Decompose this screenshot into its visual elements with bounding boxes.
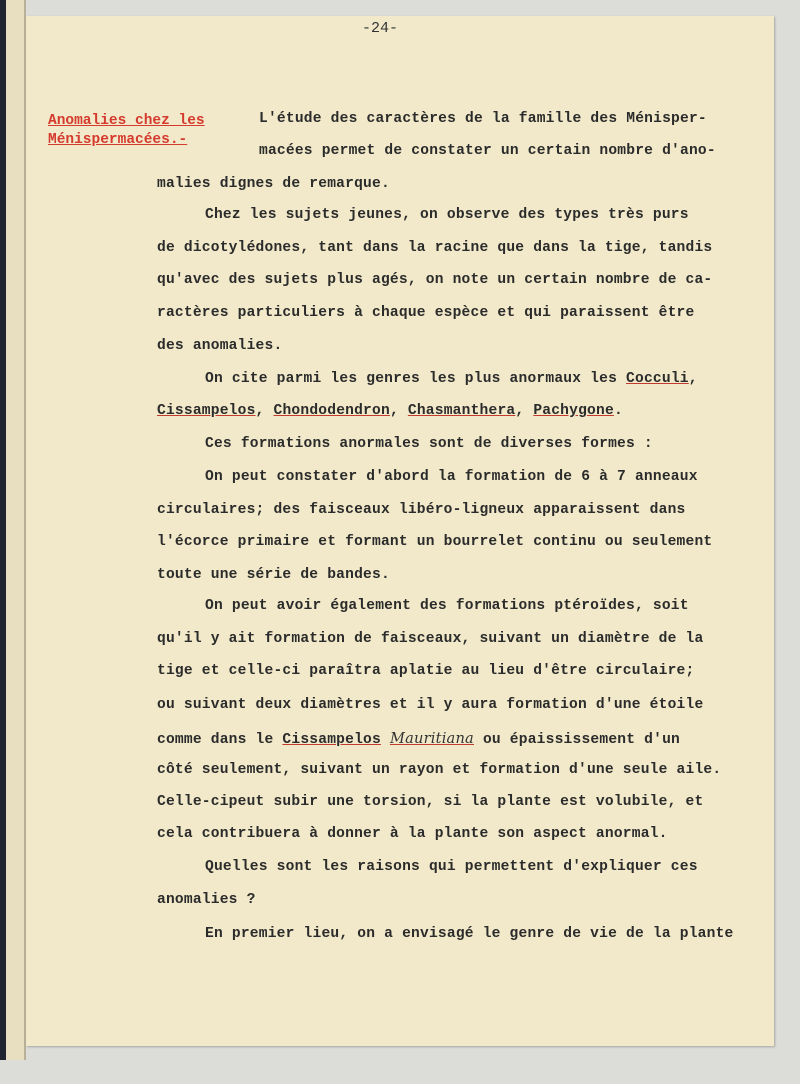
text-line: des anomalies. <box>157 338 283 354</box>
text-line-genera-list <box>157 403 623 419</box>
text-line: qu'avec des sujets plus agés, on note un certain nombre de ca- <box>157 272 713 288</box>
text-line: côté seulement, suivant un rayon et formation d'une seule aile. <box>157 762 722 778</box>
document-page <box>26 16 774 1046</box>
species-mauritiana-handwritten: Mauritiana <box>389 730 474 747</box>
punctuation: . <box>613 403 623 419</box>
text-line: macées permet de constater un certain nombre d'ano- <box>259 143 716 159</box>
genus-chondodendron: Chondodendron <box>273 403 390 419</box>
text-line: malies dignes de remarque. <box>157 176 390 192</box>
text-fragment: On cite parmi les genres les plus anormaux les <box>205 371 618 387</box>
text-line: L'étude des caractères de la famille des Ménisper- <box>259 111 707 127</box>
punctuation: , <box>389 403 399 419</box>
margin-heading <box>48 112 238 150</box>
text-line: ractères particuliers à chaque espèce et qui paraissent être <box>157 305 695 321</box>
punctuation: , <box>515 403 525 419</box>
text-line: En premier lieu, on a envisagé le genre de vie de la plante <box>205 926 734 942</box>
text-line: circulaires; des faisceaux libéro-ligneux apparaissent dans <box>157 502 686 518</box>
genus-cocculi: Cocculi <box>626 371 689 387</box>
genus-cissampelos: Cissampelos <box>282 732 381 748</box>
text-line: anomalies ? <box>157 892 256 908</box>
text-line: cela contribuera à donner à la plante son aspect anormal. <box>157 826 668 842</box>
margin-heading-line-2: Ménispermacées.- <box>48 132 188 148</box>
text-line: Quelles sont les raisons qui permettent d'expliquer ces <box>205 859 698 875</box>
text-line: Ces formations anormales sont de diverses formes : <box>205 436 653 452</box>
punctuation: , <box>688 371 698 387</box>
text-line: ou suivant deux diamètres et il y aura formation d'une étoile <box>157 697 704 713</box>
text-line: Chez les sujets jeunes, on observe des types très purs <box>205 207 689 223</box>
text-line: toute une série de bandes. <box>157 567 390 583</box>
text-line-cissampelos-mauritiana <box>157 730 680 748</box>
text-line: tige et celle-ci paraîtra aplatie au lieu d'être circulaire; <box>157 663 695 679</box>
text-line: On peut avoir également des formations ptéroïdes, soit <box>205 598 689 614</box>
genus-chasmanthera: Chasmanthera <box>407 403 516 419</box>
text-fragment: ou épaississement d'un <box>482 732 681 748</box>
text-line-genera-intro <box>205 371 698 387</box>
binding-spine <box>0 0 6 1060</box>
text-line: qu'il y ait formation de faisceaux, suivant un diamètre de la <box>157 631 704 647</box>
genus-cissampelos: Cissampelos <box>157 403 256 419</box>
punctuation: , <box>255 403 265 419</box>
margin-heading-line-1: Anomalies chez les <box>48 113 205 129</box>
text-line: On peut constater d'abord la formation de 6 à 7 anneaux <box>205 469 698 485</box>
text-line: Celle-cipeut subir une torsion, si la plante est volubile, et <box>157 794 704 810</box>
page-number: -24- <box>362 20 399 37</box>
text-line: de dicotylédones, tant dans la racine que dans la tige, tandis <box>157 240 713 256</box>
text-line: l'écorce primaire et formant un bourrelet continu ou seulement <box>157 534 713 550</box>
genus-pachygone: Pachygone <box>533 403 614 419</box>
text-fragment: comme dans le <box>157 732 274 748</box>
